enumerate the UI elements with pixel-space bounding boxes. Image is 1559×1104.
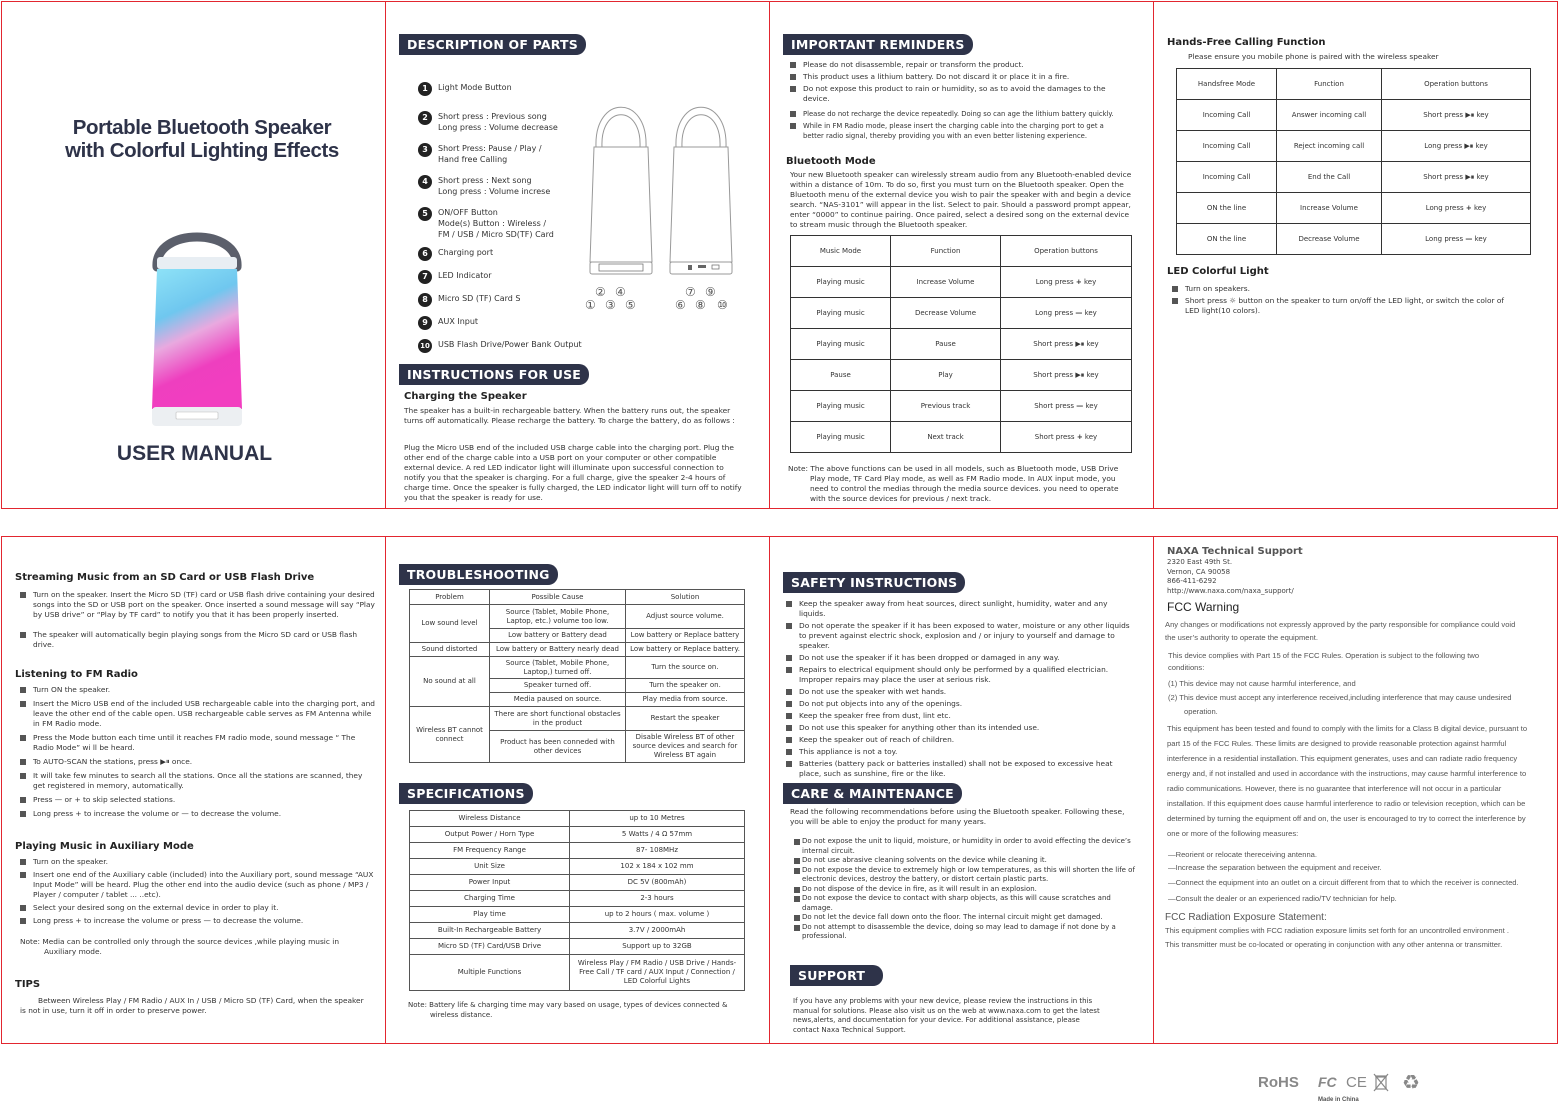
bluetooth-text: Your new Bluetooth speaker can wirelessly stream audio from any Bluetooth-enabled device within a distance of 10m. To do so, first you must turn on the Bluetooth speaker. Open the Bluetooth menu of the external device you wish to pair the speaker with and begin a device search. “NAS-3101” will appear in the list. Select to pair. Should a password prompt appear, enter “0000” to continue pairing. Once paired, select a desired song on the external device to stream music through the Bluetooth speaker. xyxy=(790,170,1132,229)
cover-title: Portable Bluetooth Speaker with Colorful Lighting Effects xyxy=(65,116,339,162)
handsfree-panel xyxy=(1153,1,1558,509)
cover-panel xyxy=(1,1,386,509)
specs-heading: SPECIFICATIONS xyxy=(399,783,533,804)
bluetooth-note: Note: The above functions can be used in all models, such as Bluetooth mode, USB Drive Play mode, TF Card Play mode, as well as FM Radio mode. In AUX input mode, you need to control the medias through the media source devices. you need to operate with the source devices for previous / next track. xyxy=(788,464,1119,503)
streaming-panel xyxy=(1,536,386,1044)
fcc-c1: (1) This device may not cause harmful interference, and xyxy=(1168,679,1356,688)
table-row: ON the line Decrease Volume Long press — key xyxy=(1177,224,1531,255)
care-heading: CARE & MAINTENANCE xyxy=(783,783,962,804)
troubleshooting-table: Problem Possible Cause Solution Low sound level Source (Tablet, Mobile Phone, Laptop, etc.) volume too low. Adjust source volume. Low battery or Battery dead Low battery or Replace battery Sound distorted Low battery or Battery nearly dead Low battery or Replace battery. No sound at all Source (Tablet, Mobile Phone, Laptop,) turned off. Turn the source on. Speaker turned off. Turn the speaker on. Media paused on source. Play media from source. Wireless BT cannot connect There are short functional obstacles in the product Restart the speaker Product has been conneded with other devices Disable Wireless BT of other source devices and search for Wireless BT again xyxy=(409,589,745,763)
table-row: Playing music Decrease Volume Long press — key xyxy=(791,298,1132,329)
part-item: 2 Short press : Previous song Long press : Volume decrease xyxy=(418,111,598,133)
instructions-heading: INSTRUCTIONS FOR USE xyxy=(399,364,589,385)
naxa-title: NAXA Technical Support xyxy=(1167,546,1303,557)
table-row: Media paused on source. Play media from source. xyxy=(410,693,745,707)
streaming-list: Turn on the speaker. Insert the Micro SD (TF) card or USB flash drive containing your desired songs into the SD or USB port on the speaker. Once inserted a sound message will say “Play by USB drive” or “Play by TF card” to notify you that it has been properly inserted. The speaker will automatically begin playing songs from the Micro SD card or USB flash drive. xyxy=(16,590,376,650)
tips-title: TIPS xyxy=(15,979,41,990)
table-row: Wireless BT cannot connect There are short functional obstacles in the product Restart the speaker xyxy=(410,707,745,731)
charging-title: Charging the Speaker xyxy=(404,391,527,402)
streaming-title: Streaming Music from an SD Card or USB Flash Drive xyxy=(15,572,315,583)
fcc-c2: (2) This device must accept any interference received,including interference that may cause undesired operation. xyxy=(1168,693,1512,716)
reminders-list: Please do not disassemble, repair or transform the product. This product uses a lithium battery. Do not discard it or place it in a fire. Do not expose this product to rain or humidity, so as to avoid the damages to the device. Please do not recharge the device repeatedly. Doing so can age the lithium battery quickly. While in FM Radio mode, please insert the charging cable into the charging port to get a better radio signal, thereby providing you with an even better listening experience. xyxy=(786,60,1126,141)
part-item: 8 Micro SD (TF) Card S xyxy=(418,293,598,307)
weee-bin-icon xyxy=(1373,1073,1389,1093)
reminders-heading: IMPORTANT REMINDERS xyxy=(783,34,973,55)
charging-p1: The speaker has a built-in rechargeable battery. When the battery runs out, the speaker turns off automatically. Please recharge the battery. To charge the battery, do as follows : xyxy=(404,406,735,425)
table-row: Play time up to 2 hours ( max. volume ) xyxy=(410,907,745,923)
table-row: Playing music Next track Short press + key xyxy=(791,422,1132,453)
table-row: Sound distorted Low battery or Battery nearly dead Low battery or Replace battery. xyxy=(410,643,745,657)
fcc-m1: —Reorient or relocate thereceiving antenna. xyxy=(1168,850,1318,859)
safety-heading: SAFETY INSTRUCTIONS xyxy=(783,572,965,593)
table-row: Power Input DC 5V (800mAh) xyxy=(410,875,745,891)
table-row: Charging Time 2-3 hours xyxy=(410,891,745,907)
safety-list: Keep the speaker away from heat sources, direct sunlight, humidity, water and any liquids. Do not operate the speaker if it has been exposed to water, moisture or any other liquids to prevent against electric shock, explosion and / or injury to yourself and damage to speaker. Do not use the speaker if it has been dropped or damaged in any way. Repairs to electrical equipment should only be performed by a qualified electrician. Improper repairs may place the user at serious risk. Do not use the speaker with wet hands. Do not put objects into any of the openings. Keep the speaker free from dust, lint etc. Do not use this speaker for anything other than its intended use. Keep the speaker out of reach of children. This appliance is not a toy. Batteries (battery pack or batteries installed) shall not be exposed to excessive heat place, such as sunshine, fire or the like. xyxy=(782,599,1132,779)
parts-list xyxy=(418,82,598,353)
table-row: Built-In Rechargeable Battery 3.7V / 2000mAh xyxy=(410,923,745,939)
naxa-address: 2320 East 49th St. Vernon, CA 90058 866-411-6292 http://www.naxa.com/naxa_support/ xyxy=(1167,558,1294,595)
part-item: 10 USB Flash Drive/Power Bank Output xyxy=(418,339,618,353)
table-row: Incoming Call Reject incoming call Long press ▶⏸ key xyxy=(1177,131,1531,162)
part-item: 3 Short Press: Pause / Play / Hand free Calling xyxy=(418,143,598,165)
speaker-diagram-back xyxy=(666,102,736,277)
table-row: No sound at all Source (Tablet, Mobile Phone, Laptop,) turned off. Turn the source on. xyxy=(410,657,745,679)
table-row: FM Frequency Range 87- 108MHz xyxy=(410,843,745,859)
fcc-p1: Any changes or modifications not expressly approved by the party responsible for compliance could void the user’s authority to operate the equipment. xyxy=(1165,620,1516,642)
support-text: If you have any problems with your new device, please review the instructions in this manual for solutions. Please also visit us on the web at www.naxa.com to get the latest news,alerts, and documentation for your device. For additional assistance, please contact Naxa Technical Support. xyxy=(793,997,1100,1034)
table-row: Multiple Functions Wireless Play / FM Radio / USB Drive / Hands-Free Call / TF card / AUX Input / Connection / LED Colorful Lights xyxy=(410,955,745,991)
reminders-panel xyxy=(769,1,1154,509)
support-heading: SUPPORT xyxy=(790,965,883,986)
speaker-image xyxy=(142,217,252,432)
fcc-panel xyxy=(1153,536,1558,1044)
part-item: 9 AUX Input xyxy=(418,316,598,330)
fm-title: Listening to FM Radio xyxy=(15,669,138,680)
fcc-m2: —Increase the separation between the equipment and receiver. xyxy=(1168,863,1382,872)
fcc-rad2: This transmitter must be co-located or operating in conjunction with any other antenna or transmitter. xyxy=(1165,940,1503,949)
care-list: Do not expose the unit to liquid, moisture, or humidity in order to avoid effecting the device’s internal circuit. Do not use abrasive cleaning solvents on the device while cleaning it. Do not expose the device to extremely high or low temperatures, as this will shorten the life of electronic devices, destroy the battery, or distort certain plastic parts. Do not dispose of the device in fire, as it will result in an explosion. Do not expose the device to contact with sharp objects, as this will cause scratches and damage. Do not let the device fall down onto the floor. The internal circuit might get damaged. Do not attempt to disassemble the device, doing so may lead to damage if not done by a professional. xyxy=(790,837,1135,942)
part-item: 1 Light Mode Button xyxy=(418,82,598,96)
table-row: Pause Play Short press ▶⏸ key xyxy=(791,360,1132,391)
table-row: Playing music Increase Volume Long press + key xyxy=(791,267,1132,298)
aux-list: Turn on the speaker. Insert one end of the Auxiliary cable (included) into the Auxiliary port, sound message “AUX Input Mode” will be heard. Plug the other end into the audio device (such as phone / MP3 / Player / computer / tablet ... ..etc). Select your desired song on the external device in order to play it. Long press + to increase the volume or press — to decrease the volume. xyxy=(16,857,376,926)
specs-table xyxy=(409,810,745,991)
fcc-logo: FC xyxy=(1318,1074,1337,1090)
handsfree-subtitle: Please ensure you mobile phone is paired with the wireless speaker xyxy=(1188,52,1439,61)
fm-list: Turn ON the speaker. Insert the Micro USB end of the included USB rechargeable cable into the charging port, and leave the other end of the cable open. USB rechargeable cable serves as FM Antenna while in FM Radio mode. Press the Mode button each time until it reaches FM radio mode, sound message “ The Radio Mode” wi ll be heard. To AUTO-SCAN the stations, press ▶⏸ once. It will take few minutes to search all the stations. Once all the stations are scanned, they get registered in memory, automatically. Press — or + to skip selected stations. Long press + to increase the volume or — to decrease the volume. xyxy=(16,685,376,819)
table-row: Micro SD (TF) Card/USB Drive Support up to 32GB xyxy=(410,939,745,955)
led-title: LED Colorful Light xyxy=(1167,266,1269,277)
fcc-title: FCC Warning xyxy=(1167,600,1240,614)
user-manual-title: USER MANUAL xyxy=(116,442,273,465)
parts-heading: DESCRIPTION OF PARTS xyxy=(399,34,586,55)
table-row: Output Power / Horn Type 5 Watts / 4 Ω 57mm xyxy=(410,827,745,843)
table-row: Product has been conneded with other devices Disable Wireless BT of other source devices and search for Wireless BT again xyxy=(410,731,745,763)
table-row: Incoming Call End the Call Short press ▶⏸ key xyxy=(1177,162,1531,193)
fcc-rad1: This equipment complies with FCC radiation exposure limits set forth for an uncontrolled environment . xyxy=(1165,926,1509,935)
parts-panel: DESCRIPTION OF PARTS 1 Light Mode Button 2 Short press : Previous song Long press : Volume decrease 3 Short Press: Pause / Play / Hand free Calling 4 Short press : Next song Long press : Volume increse 5 ON/OFF Button Mode(s) Button : Wireless / FM / USB / Micro SD(TF) Card 6 Charging port 7 LED Indicator 8 Micro SD (TF) Card S 9 AUX Input 10 USB Flash Drive/Power Bank Output ② ④ ① ③ ⑤ ⑦ ⑨ ⑥ ⑧ ⑩ INSTRUCTIONS FOR USE Charging the Speaker The speaker has a built-in rechargeable battery. When the battery runs out, the speaker turns off automatically. Please recharge the battery. To charge the battery, do as follows : Plug the Micro USB end of the included USB charge cable into the charging port. Plug the other end of the charge cable into a USB port on your computer or other compatible external device. A red LED indicator light will illuminate upon successful connection to notify you that the speaker is charging. For a full charge, give the speaker 2-4 hours of charge time. Once the speaker is fully charged, the LED indicator light will turn off to notify you that the speaker is ready for use. xyxy=(385,1,770,509)
part-item: 6 Charging port xyxy=(418,247,598,261)
safety-panel xyxy=(769,536,1154,1044)
table-row: Speaker turned off. Turn the speaker on. xyxy=(410,679,745,693)
made-in: Made in China xyxy=(1318,1097,1359,1103)
table-row: Playing music Previous track Short press — key xyxy=(791,391,1132,422)
handsfree-table: Handsfree Mode Function Operation buttons Incoming Call Answer incoming call Short press ▶⏸ key Incoming Call Reject incoming call Long press ▶⏸ key Incoming Call End the Call Short press ▶⏸ key ON the line Increase Volume Long press + key ON the line Decrease Volume Long press — key xyxy=(1176,68,1531,255)
troubleshooting-panel xyxy=(385,536,770,1044)
rohs-logo: RoHS xyxy=(1258,1074,1299,1091)
table-row: Unit Size 102 x 184 x 102 mm xyxy=(410,859,745,875)
table-row: ON the line Increase Volume Long press + key xyxy=(1177,193,1531,224)
ce-logo: CE xyxy=(1346,1074,1367,1091)
handsfree-title: Hands-Free Calling Function xyxy=(1167,37,1326,48)
fcc-p3: This equipment has been tested and found to comply with the limits for a Class B digital device, pursuant to part 15 of the FCC Rules. These limits are designed to provide reasonable protection against harmful interference in a residential installation. This equipment generates, uses and can radiate radio frequency energy and, if not installed and used in accordance with the instructions, may cause harmful interference to radio communications. However, there is no guarantee that interference will not occur in a particular installation. If this equipment does cause harmful interference to radio or television reception, which can be determined by turning the equipment off and on, the user is encouraged to try to correct the interference by one or more of the following measures: xyxy=(1167,724,1528,838)
speaker-diagram-front xyxy=(586,102,656,277)
aux-title: Playing Music in Auxiliary Mode xyxy=(15,841,194,852)
fcc-m4: —Consult the dealer or an experienced radio/TV technician for help. xyxy=(1168,894,1397,903)
tips-text: Between Wireless Play / FM Radio / AUX In / USB / Micro SD (TF) Card, when the speaker is not in use, turn it off in order to preserve power. xyxy=(20,996,364,1015)
table-row: Playing music Pause Short press ▶⏸ key xyxy=(791,329,1132,360)
led-list: Turn on speakers. Short press ☼ button on the speaker to turn on/off the LED light, or switch the color of LED light(10 colors). xyxy=(1168,284,1508,316)
table-row: Low sound level Source (Tablet, Mobile Phone, Laptop, etc.) volume too low. Adjust source volume. xyxy=(410,605,745,629)
bluetooth-table: Music Mode Function Operation buttons Playing music Increase Volume Long press + key Playing music Decrease Volume Long press — key Playing music Pause Short press ▶⏸ key Pause Play Short press ▶⏸ key Playing music Previous track Short press — key Playing music Next track Short press + key xyxy=(790,235,1132,453)
part-item: 5 ON/OFF Button Mode(s) Button : Wireless / FM / USB / Micro SD(TF) Card xyxy=(418,207,598,240)
aux-note: Note: Media can be controlled only through the source devices ,while playing music in Auxiliary mode. xyxy=(20,937,340,956)
charging-p2: Plug the Micro USB end of the included USB charge cable into the charging port. Plug the other end of the charge cable into a USB port on your computer or other compatible external device. A red LED indicator light will illuminate upon successful connection to notify you that the speaker is charging. For a full charge, give the speaker 2-4 hours of charge time. Once the speaker is fully charged, the LED indicator light will turn off to notify you that the speaker is ready for use. xyxy=(404,443,742,502)
specs-note: Note: Battery life & charging time may vary based on usage, types of devices connected & wireless distance. xyxy=(408,1001,728,1019)
table-row: Incoming Call Answer incoming call Short press ▶⏸ key xyxy=(1177,100,1531,131)
bluetooth-title: Bluetooth Mode xyxy=(786,156,876,167)
fcc-rad-title: FCC Radiation Exposure Statement: xyxy=(1165,912,1327,923)
troubleshooting-heading: TROUBLESHOOTING xyxy=(399,564,558,585)
table-row: Wireless Distance up to 10 Metres xyxy=(410,811,745,827)
care-intro: Read the following recommendations before using the Bluetooth speaker. Following these, you will be able to enjoy the product for many years. xyxy=(790,807,1125,826)
part-item: 4 Short press : Next song Long press : Volume increse xyxy=(418,175,598,197)
part-item: 7 LED Indicator xyxy=(418,270,598,284)
fcc-p2: This device complies with Part 15 of the FCC Rules. Operation is subject to the following two conditions: xyxy=(1168,651,1480,672)
fcc-m3: —Connect the equipment into an outlet on a circuit different from that to which the receiver is connected. xyxy=(1168,878,1519,887)
table-row: Low battery or Battery dead Low battery or Replace battery xyxy=(410,629,745,643)
recycle-icon: ♻ xyxy=(1402,1070,1420,1094)
